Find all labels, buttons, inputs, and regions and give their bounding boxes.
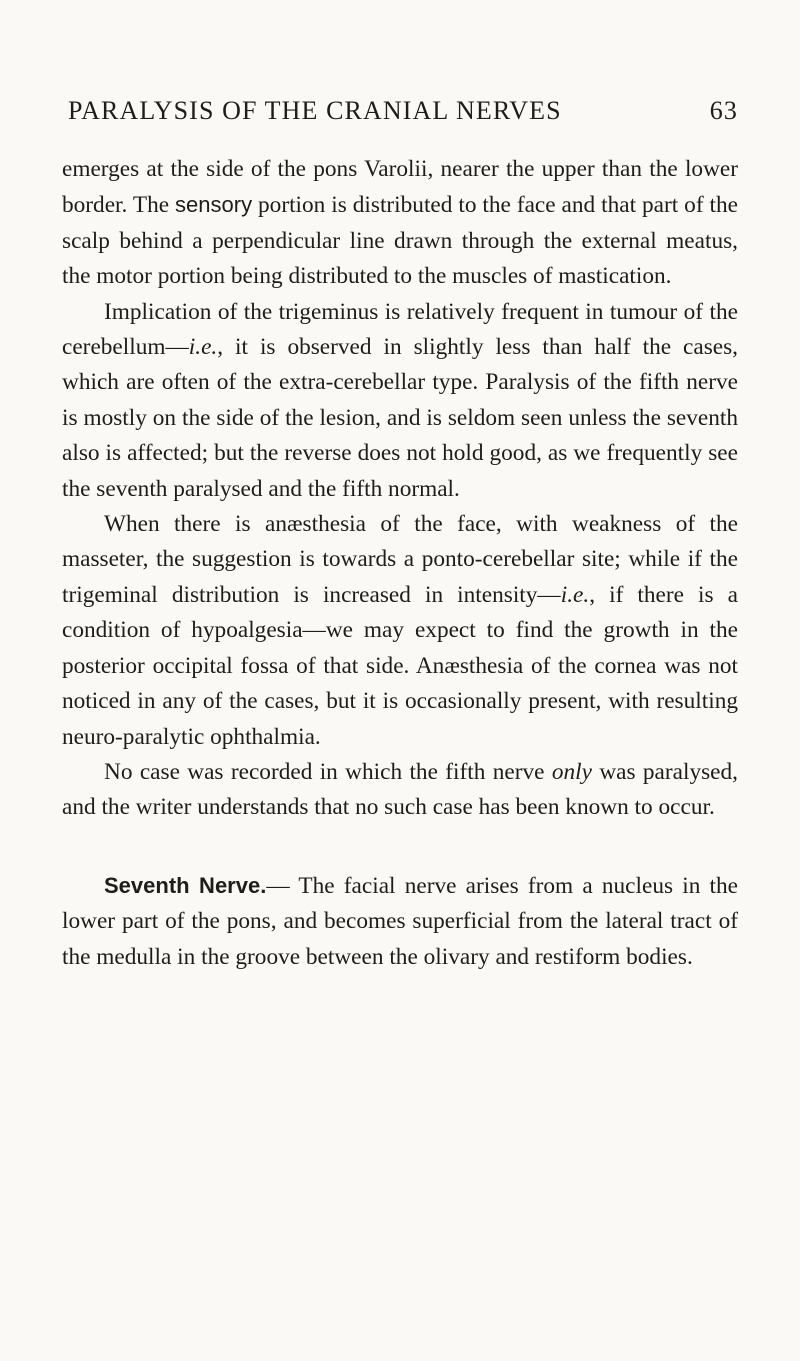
text-run: , if there is a condition of hypoalgesia—we may expect to find the growth in the posterior occipital fossa of that side. Anæsthesia of the cornea was not noticed in any of the cases, but it is occasionally present, with resulting neuro-paralytic ophthalmia.: [62, 581, 739, 750]
text-run: emerges at the side of the pons Varolii, nearer the upper than the lower border. The: [62, 156, 738, 219]
paragraph-trigeminal-anatomy: [62, 152, 738, 295]
text-run: When there is anæsthesia of the face, with weakness of the masseter, the suggestion is towards a ponto-cerebellar site; while if the trigeminal distribution is increased in intensity—: [62, 511, 738, 608]
paragraph-seventh-nerve: [62, 868, 738, 975]
ie-abbreviation: i.e.: [188, 334, 218, 361]
text-run: was paralysed, and the writer understands that no such case has been known to occur.: [62, 758, 738, 821]
page-number: 63: [709, 96, 738, 125]
book-page: [62, 96, 738, 975]
paragraph-anaesthesia: [62, 507, 738, 755]
running-head-title: PARALYSIS OF THE CRANIAL NERVES: [68, 96, 562, 125]
text-run: — The facial nerve arises from a nucleus in the lower part of the pons, and becomes superficial from the lateral tract of the medulla in the groove between the olivary and restiform bodies.: [62, 872, 738, 970]
paragraph-trigeminus-implication: [62, 295, 738, 507]
section-heading-seventh-nerve: Seventh Nerve.: [104, 872, 267, 898]
text-run: No case was recorded in which the fifth nerve: [104, 758, 552, 785]
paragraph-no-case: [62, 755, 738, 826]
text-run: portion is distributed to the face and that part of the scalp behind a perpendicular line drawn through the external meatus, the motor portion being distributed to the muscles of mastication.: [62, 192, 738, 290]
running-head: [68, 96, 738, 136]
text-run: , it is observed in slightly less than half the cases, which are often of the extra-cerebellar type. Paralysis of the fifth nerve is mostly on the side of the lesion, and is seldom seen unless the seventh also is affected; but the reverse does not hold good, as we frequently see the seventh paralysed and the fifth normal.: [62, 334, 738, 502]
body-text: [62, 152, 738, 975]
only-emphasis: only: [551, 758, 592, 785]
text-run: Implication of the trigeminus is relatively frequent in tumour of the cerebellum—: [62, 298, 738, 361]
section-gap: [62, 826, 738, 868]
sensory-keyword: sensory: [175, 192, 253, 218]
ie-abbreviation: i.e.: [560, 581, 590, 608]
